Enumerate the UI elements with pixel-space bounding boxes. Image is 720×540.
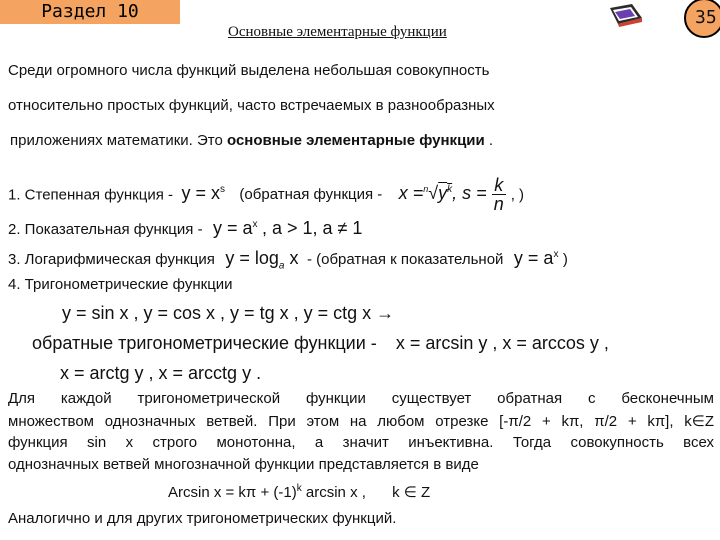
intro-line-3-start: приложениях математики. Это bbox=[10, 132, 223, 149]
item4-inverse-label: обратные тригонометрические функции - bbox=[32, 333, 377, 353]
page-title: Основные элементарные функции bbox=[228, 24, 447, 40]
item2-formula: $y = a^x$ bbox=[213, 218, 258, 238]
paragraph-line-2: множеством однозначных ветвей. При этом на любом отрезке [-π/2 + kπ, π/2 + kπ], k∈Z bbox=[8, 413, 714, 430]
item2-condition: , a > 1, a ≠ 1 bbox=[262, 218, 363, 238]
item1-close: , ) bbox=[510, 186, 525, 204]
item4-inverse-row bbox=[32, 333, 609, 354]
closing-line: Аналогично и для других тригонометрических функций. bbox=[8, 510, 397, 527]
item1-label: 1. Степенная функция - bbox=[8, 186, 173, 204]
paragraph-line-3: функция sin x строго монотонна, а значит инъективна. Тогда совокупность всех bbox=[8, 434, 714, 451]
frac-numerator: k bbox=[492, 176, 506, 195]
book-icon[interactable] bbox=[606, 2, 646, 28]
item-power-function bbox=[8, 176, 524, 213]
item3-inverse-formula: $y = a^x$ bbox=[513, 248, 559, 268]
item4-trig-list: y = sin x , y = cos x , y = tg x , y = ctg x → bbox=[62, 303, 395, 323]
intro-line-3-end: . bbox=[488, 132, 494, 149]
intro-line-3 bbox=[10, 132, 493, 149]
intro-line-1: Среди огромного числа функций выделена небольшая совокупность bbox=[8, 62, 490, 79]
intro-line-3-bold: основные элементарные функции bbox=[226, 132, 485, 149]
frac-denominator: n bbox=[493, 194, 504, 214]
item-exponential-function bbox=[8, 218, 362, 239]
item3-formula: $y = \log_a x$ bbox=[225, 248, 299, 272]
item3-inverse-label: - (обратная к показательной bbox=[306, 251, 504, 268]
page-number-badge: 35 bbox=[684, 0, 720, 38]
item4-inverse-2: x = arctg y , x = arcctg y . bbox=[60, 363, 262, 383]
item1-inverse-formula: $x =^n√y^k$, s = $\frac{k}{n}$ bbox=[398, 175, 504, 214]
item-log-function bbox=[8, 248, 568, 272]
paragraph-line-4: однозначных ветвей многозначной функции представляется в виде bbox=[8, 456, 479, 473]
intro-line-2: относительно простых функций, часто встречаемых в разнообразных bbox=[8, 97, 495, 114]
arcsin-condition: k ∈ Z bbox=[392, 484, 431, 501]
item1-inverse-label: (обратная функция - bbox=[239, 186, 383, 204]
item3-label: 3. Логарифмическая функция bbox=[8, 251, 215, 268]
item1-formula: $y = x^s$ bbox=[181, 183, 225, 204]
item3-close: ) bbox=[562, 251, 568, 268]
item2-label: 2. Показательная функция - bbox=[8, 221, 203, 238]
section-badge: Раздел 10 bbox=[0, 0, 180, 24]
item4-label: 4. Тригонометрические функции bbox=[8, 276, 233, 293]
arcsin-formula: Arcsin $x = k\pi + (-1)^k$ arcsin x , k ∈ Z bbox=[168, 483, 431, 501]
item4-inverse-1: x = arcsin y , x = arccos y , bbox=[395, 333, 609, 353]
paragraph-line-1: Для каждой тригонометрической функции существует обратная с бесконечным bbox=[8, 390, 714, 407]
